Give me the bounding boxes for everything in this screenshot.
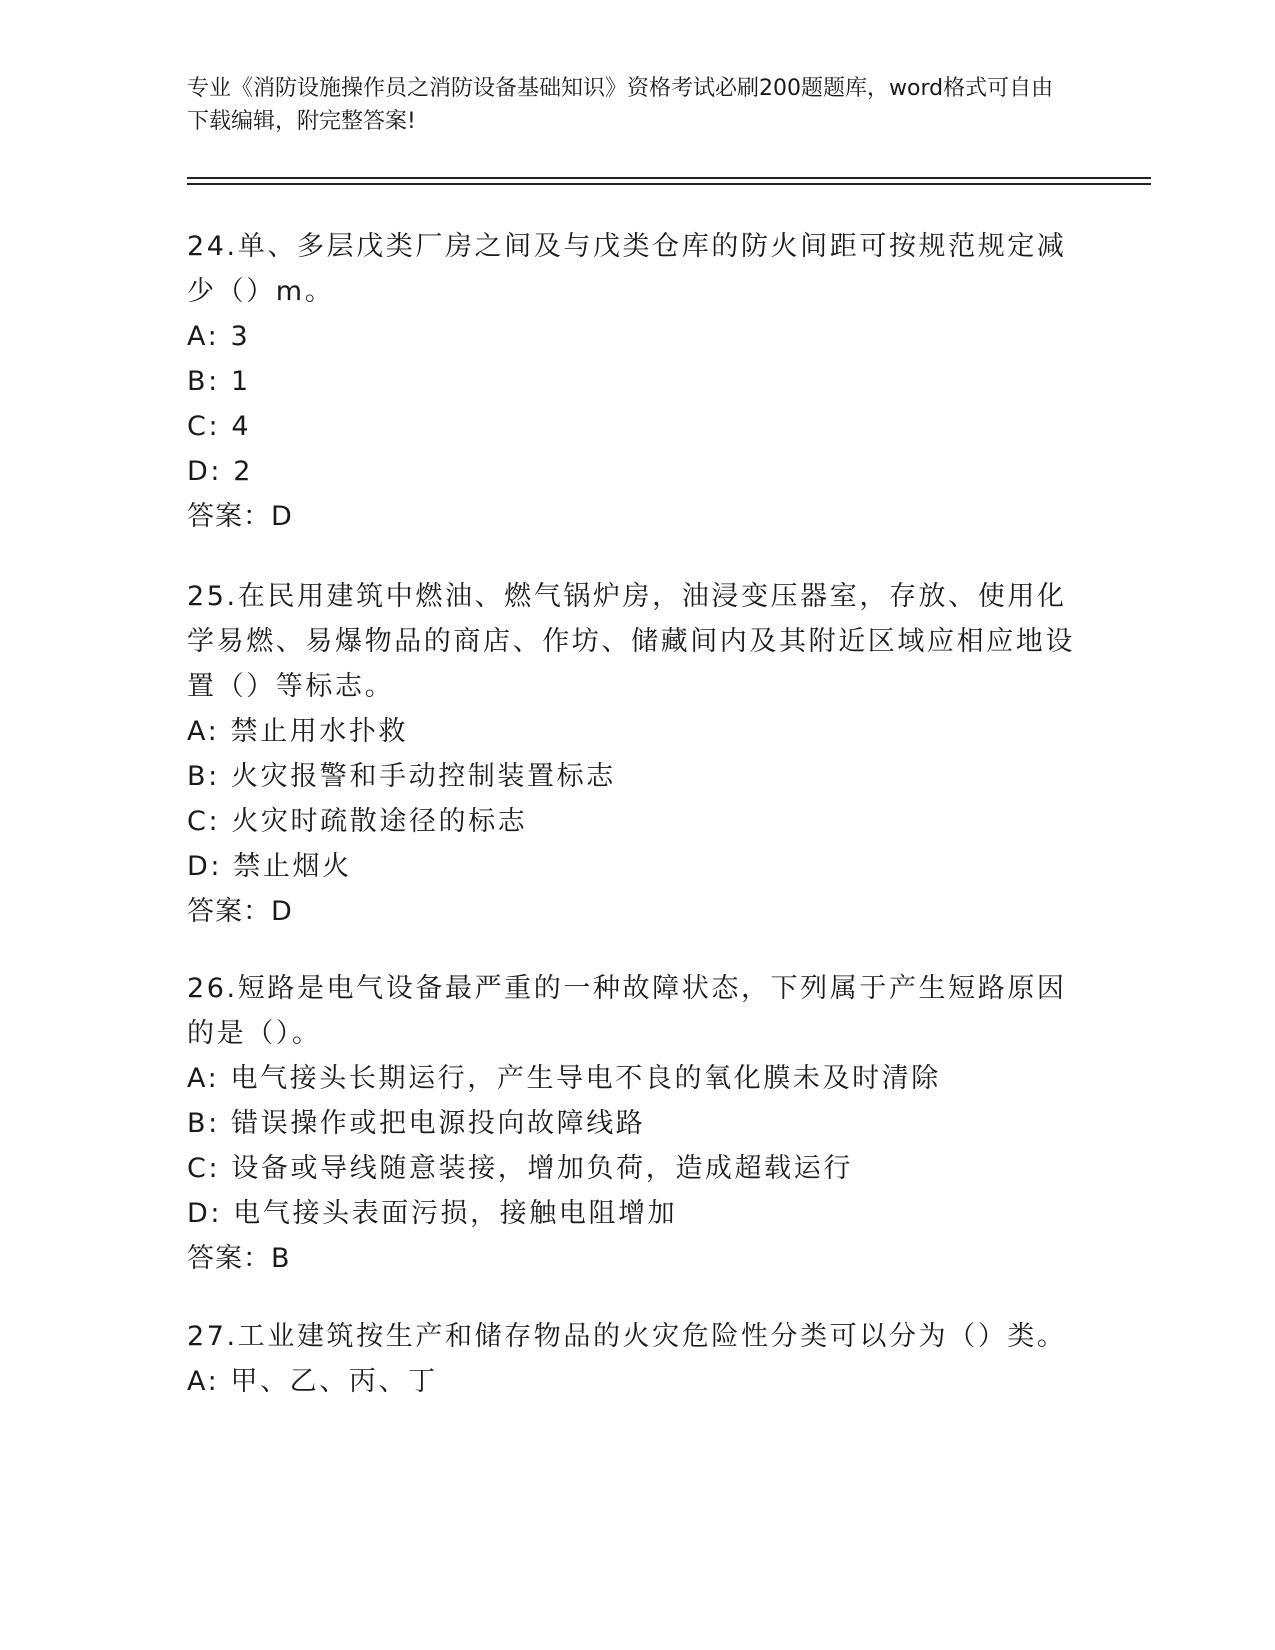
answer-value: D xyxy=(271,501,292,532)
answer-value: D xyxy=(271,896,292,927)
question-26 xyxy=(187,966,1087,1281)
header-divider-bottom xyxy=(187,183,1151,185)
option-d: D: 2 xyxy=(187,456,254,487)
question-24 xyxy=(187,224,1087,539)
question-25 xyxy=(187,574,1087,934)
option-a: A: 3 xyxy=(187,321,251,352)
answer xyxy=(187,494,1087,539)
question-text: 24.单、多层戊类厂房之间及与戊类仓库的防火间距可按规范规定减少（）m。 xyxy=(187,231,1067,307)
question-text: 27.工业建筑按生产和储存物品的火灾危险性分类可以分为（）类。 xyxy=(187,1321,1067,1352)
option-b: B: 1 xyxy=(187,366,251,397)
answer xyxy=(187,1236,1087,1281)
document-header: 专业《消防设施操作员之消防设备基础知识》资格考试必刷200题题库，word格式可自由下载编辑，附完整答案! xyxy=(187,76,1054,134)
answer-value: B xyxy=(271,1243,290,1274)
option-a: A: 甲、乙、丙、丁 xyxy=(187,1366,438,1397)
question-text: 25.在民用建筑中燃油、燃气锅炉房，油浸变压器室，存放、使用化学易燃、易爆物品的商店、作坊、储藏间内及其附近区域应相应地设置（）等标志。 xyxy=(187,581,1075,702)
option-c: C: 火灾时疏散途径的标志 xyxy=(187,806,528,837)
option-d: D: 禁止烟火 xyxy=(187,851,352,882)
option-a: A: 电气接头长期运行，产生导电不良的氧化膜未及时清除 xyxy=(187,1063,941,1094)
option-d: D: 电气接头表面污损，接触电阻增加 xyxy=(187,1198,678,1229)
question-27 xyxy=(187,1314,1087,1404)
answer-label: 答案： xyxy=(187,501,271,532)
option-c: C: 4 xyxy=(187,411,252,442)
question-text: 26.短路是电气设备最严重的一种故障状态，下列属于产生短路原因的是（）。 xyxy=(187,973,1067,1049)
answer xyxy=(187,889,1087,934)
answer-label: 答案： xyxy=(187,1243,271,1274)
option-a: A: 禁止用水扑救 xyxy=(187,716,409,747)
header-divider-top xyxy=(187,177,1151,179)
option-c: C: 设备或导线随意装接，增加负荷，造成超载运行 xyxy=(187,1153,853,1184)
option-b: B: 火灾报警和手动控制装置标志 xyxy=(187,761,616,792)
answer-label: 答案： xyxy=(187,896,271,927)
option-b: B: 错误操作或把电源投向故障线路 xyxy=(187,1108,646,1139)
